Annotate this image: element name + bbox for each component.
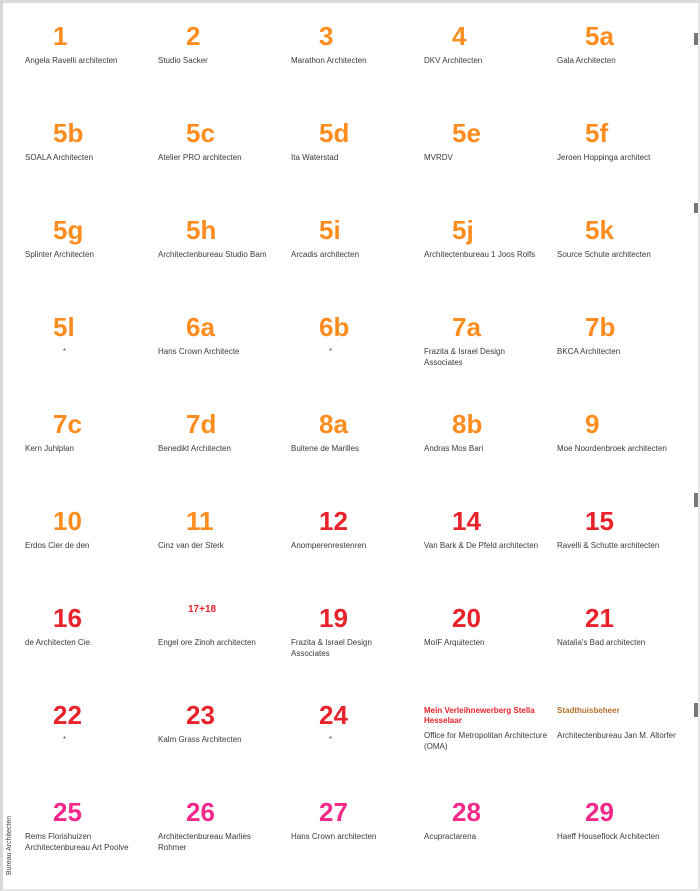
plot-number: 25 — [53, 797, 82, 827]
architect-label: MoIF Arquitecten — [424, 638, 485, 647]
plot-number: 5i — [319, 215, 341, 245]
plot-number: 2 — [186, 21, 201, 51]
architect-label: Arcadis architecten — [291, 250, 360, 259]
plot-number: 28 — [452, 797, 481, 827]
edge-mark — [694, 703, 698, 717]
plot-cell — [289, 500, 422, 597]
architect-label: Architectenbureau Studio Bam — [158, 250, 267, 259]
plot-cell — [156, 15, 289, 112]
plot-number: 5a — [585, 21, 614, 51]
plot-cell — [422, 209, 555, 306]
plot-cell — [23, 112, 156, 209]
architect-label: Cinz van der Sterk — [158, 541, 224, 550]
plot-number: 5f — [585, 118, 609, 148]
plot-cell — [289, 403, 422, 500]
plot-number: 19 — [319, 603, 348, 633]
plot-number: 23 — [186, 700, 215, 730]
plot-number: 5b — [53, 118, 84, 148]
architect-label: Hans Crown architecten — [291, 832, 377, 841]
plot-cell — [555, 791, 688, 888]
plot-number: 6a — [186, 312, 215, 342]
plot-number: 1 — [53, 21, 68, 51]
architect-label: Erdos Cier de den — [25, 541, 90, 550]
plot-cell — [23, 209, 156, 306]
plot-number: 12 — [319, 506, 348, 536]
plot-cell — [156, 112, 289, 209]
plot-number: 5k — [585, 215, 614, 245]
plot-cell — [23, 306, 156, 403]
plot-cell — [156, 500, 289, 597]
architect-label: Haeff Houseflock Architecten — [557, 832, 660, 841]
plot-number: 16 — [53, 603, 82, 633]
architect-label: Van Bark & De Pfeld architecten — [424, 541, 539, 550]
architect-label: Andras Mos Bari — [424, 444, 484, 453]
plot-cell — [23, 597, 156, 694]
plot-cell — [555, 403, 688, 500]
architect-label: de Architecten Cie. — [25, 638, 93, 647]
plot-number: 27 — [319, 797, 348, 827]
side-caption: Bureau Architecten — [6, 815, 13, 875]
architect-label: Kern Juhlplan — [25, 444, 74, 453]
plot-cell — [23, 791, 156, 888]
plot-number: 5e — [452, 118, 481, 148]
plot-cell — [156, 403, 289, 500]
architect-label: Hans Crown Architecte — [158, 347, 240, 356]
plot-cell — [289, 112, 422, 209]
plot-number: 5l — [53, 312, 75, 342]
architect-label: Kalm Grass Architecten — [158, 735, 242, 744]
plot-number: 11 — [186, 506, 214, 536]
plot-cell — [23, 500, 156, 597]
architect-label: Jeroen Hoppinga architect — [557, 153, 651, 162]
plot-number: 5d — [319, 118, 350, 148]
plot-cell — [156, 209, 289, 306]
architect-label: Rems Florishuizen Architectenbureau Art Poolve — [25, 832, 129, 852]
plot-number: 26 — [186, 797, 215, 827]
plot-cell — [555, 597, 688, 694]
architect-label: SOALA Architecten — [25, 153, 94, 162]
architect-label: Acupractarena — [424, 832, 477, 841]
plot-cell — [289, 15, 422, 112]
plot-number: 21 — [585, 603, 614, 633]
architect-label: Moe Noordenbroek architecten — [557, 444, 667, 453]
plot-number: 5j — [452, 215, 474, 245]
plot-cell — [422, 112, 555, 209]
plot-cell — [422, 403, 555, 500]
architect-label: MVRDV — [424, 153, 453, 162]
architect-label: Office for Metropolitan Architecture (OMA) — [424, 731, 548, 751]
plot-cell — [289, 597, 422, 694]
plot-note: Mein Verleihnewerberg Stella Hesselaar — [424, 706, 535, 725]
architect-label: Buitene de Marilles — [291, 444, 360, 453]
architect-label: Ravelli & Schutte architecten — [557, 541, 660, 550]
plot-number: 15 — [585, 506, 614, 536]
architect-label: Gala Architecten — [557, 56, 616, 65]
plot-number: 3 — [319, 21, 334, 51]
edge-mark — [694, 493, 698, 507]
plot-number: 8a — [319, 409, 348, 439]
plot-number: 9 — [585, 409, 600, 439]
plot-number: 7a — [452, 312, 481, 342]
architect-label: Atelier PRO architecten — [158, 153, 242, 162]
plot-cell — [555, 112, 688, 209]
plot-number: 14 — [452, 506, 481, 536]
plot-cell — [23, 403, 156, 500]
architect-label: Studio Sacker — [158, 56, 208, 65]
plot-cell — [555, 694, 688, 791]
plot-cell — [289, 306, 422, 403]
plot-cell — [289, 694, 422, 791]
plot-cell — [555, 500, 688, 597]
plot-number: 17+18 — [188, 604, 217, 615]
plot-number: 29 — [585, 797, 614, 827]
plot-number: 7b — [585, 312, 616, 342]
plot-number: 5h — [186, 215, 217, 245]
plot-number: 22 — [53, 700, 82, 730]
architect-label: * — [329, 735, 333, 744]
plot-cell — [23, 15, 156, 112]
architect-label: * — [329, 347, 333, 356]
architect-label: Frazita & Israel Design Associates — [291, 638, 372, 658]
architect-grid — [23, 15, 688, 888]
edge-mark — [694, 33, 698, 45]
plot-cell — [422, 15, 555, 112]
architect-label: * — [63, 347, 67, 356]
plot-number: 5c — [186, 118, 215, 148]
plot-number: 5g — [53, 215, 84, 245]
plot-cell — [289, 791, 422, 888]
architect-label: DKV Architecten — [424, 56, 483, 65]
architect-label: BKCA Architecten — [557, 347, 621, 356]
plot-cell — [156, 694, 289, 791]
architect-label: Architectenbureau 1 Joos Rolfs — [424, 250, 536, 259]
plot-number: 24 — [319, 700, 348, 730]
plot-number: 7d — [186, 409, 217, 439]
plot-cell — [156, 791, 289, 888]
plot-cell — [555, 209, 688, 306]
plot-number: 8b — [452, 409, 483, 439]
plot-number: 4 — [452, 21, 467, 51]
edge-mark — [694, 203, 698, 213]
plot-cell — [23, 694, 156, 791]
plot-cell — [422, 306, 555, 403]
architect-label: Angela Ravelli architecten — [25, 56, 118, 65]
plot-cell — [156, 597, 289, 694]
plot-cell — [555, 15, 688, 112]
architect-label: Benedikt Architecten — [158, 444, 231, 453]
plot-cell — [422, 597, 555, 694]
architect-label: Architectenbureau Jan M. Altorfer — [557, 731, 676, 740]
architect-label: Architectenbureau Marlies Rohmer — [158, 832, 251, 852]
architect-label: Source Schute architecten — [557, 250, 651, 259]
architect-label: Anomperenrestenren — [291, 541, 367, 550]
plot-number: 10 — [53, 506, 82, 536]
architect-label: Engel ore Zinoh architecten — [158, 638, 256, 647]
architect-label: * — [63, 735, 67, 744]
plot-number: 20 — [452, 603, 481, 633]
plot-cell — [289, 209, 422, 306]
plot-cell — [422, 694, 555, 791]
architect-label: Natalia's Bad architecten — [557, 638, 646, 647]
plot-cell — [422, 500, 555, 597]
plot-note: Stadthuisbeheer — [557, 706, 620, 715]
architect-label: Ita Waterstad — [291, 153, 339, 162]
architect-label: Frazita & Israel Design Associates — [424, 347, 505, 367]
plot-cell — [422, 791, 555, 888]
plot-cell — [555, 306, 688, 403]
architect-label: Marathon Architecten — [291, 56, 367, 65]
plot-number: 6b — [319, 312, 350, 342]
plot-cell — [156, 306, 289, 403]
plot-number: 7c — [53, 409, 82, 439]
architect-label: Splinter Architecten — [25, 250, 94, 259]
